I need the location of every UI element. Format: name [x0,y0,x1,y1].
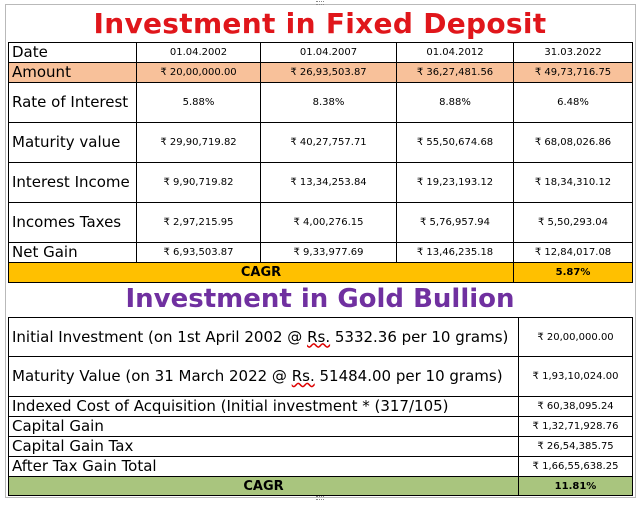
label-text: Rs. [307,327,331,346]
table-cell: ₹ 1,93,10,024.00 [519,357,633,397]
table-cell: ₹ 6,93,503.87 [137,243,261,263]
table-cell: ₹ 40,27,757.71 [261,123,397,163]
label-text: 51484.00 per 10 grams) [314,367,503,385]
resize-handle-bottom[interactable] [316,496,324,500]
table-cell: ₹ 55,50,674.68 [397,123,514,163]
table-row [9,123,633,163]
label-text: 5332.36 per 10 grams) [330,327,509,346]
resize-handle-top[interactable] [316,1,324,5]
table-cell: 8.38% [261,83,397,123]
row-label-indexed-cost: Indexed Cost of Acquisition (Initial investment * (317/105) [9,397,519,417]
gold-bullion-title: Investment in Gold Bullion [125,284,515,314]
table-row [9,203,633,243]
table-cell: ₹ 9,33,977.69 [261,243,397,263]
cagr-label: CAGR [9,477,519,496]
row-label-initial-investment [9,318,519,357]
row-label-date: Date [9,43,137,63]
table-row [9,417,633,437]
table-cell: 6.48% [514,83,633,123]
label-text: Maturity Value (on 31 March 2022 @ [12,367,292,385]
table-cell: ₹ 5,76,957.94 [397,203,514,243]
table-cell: 5.88% [137,83,261,123]
table-cell: ₹ 19,23,193.12 [397,163,514,203]
table-cell: ₹ 18,34,310.12 [514,163,633,203]
table-cell: 01.04.2002 [137,43,261,63]
table-row [9,457,633,477]
row-label-amount: Amount [9,63,137,83]
table-cell: 01.04.2007 [261,43,397,63]
table-cell: ₹ 26,93,503.87 [261,63,397,83]
table-cell: ₹ 1,66,55,638.25 [519,457,633,477]
row-label-taxes: Incomes Taxes [9,203,137,243]
row-label-net-gain: Net Gain [9,243,137,263]
table-cell: ₹ 20,00,000.00 [519,318,633,357]
row-label-capital-gain: Capital Gain [9,417,519,437]
table-cell: ₹ 60,38,095.24 [519,397,633,417]
table-cell: ₹ 13,34,253.84 [261,163,397,203]
table-cell: 01.04.2012 [397,43,514,63]
table-row [9,43,633,63]
row-label-rate: Rate of Interest [9,83,137,123]
fixed-deposit-table [8,42,633,283]
cagr-label: CAGR [9,263,514,283]
gold-bullion-table [8,317,633,496]
table-cell: 8.88% [397,83,514,123]
table-row [9,83,633,123]
table-cell: ₹ 2,97,215.95 [137,203,261,243]
fixed-deposit-title: Investment in Fixed Deposit [93,7,547,40]
cagr-value: 5.87% [514,263,633,283]
table-row [9,318,633,357]
table-cell: ₹ 20,00,000.00 [137,63,261,83]
cagr-value: 11.81% [519,477,633,496]
row-label-interest-income: Interest Income [9,163,137,203]
table-row [9,163,633,203]
row-label-maturity: Maturity value [9,123,137,163]
table-cell: ₹ 5,50,293.04 [514,203,633,243]
table-cell: ₹ 13,46,235.18 [397,243,514,263]
label-text: Rs. [291,367,315,385]
table-cell: ₹ 36,27,481.56 [397,63,514,83]
table-row [9,357,633,397]
row-label-capital-gain-tax: Capital Gain Tax [9,437,519,457]
label-text: Initial Investment (on 1st April 2002 @ [12,327,308,346]
table-cell: 31.03.2022 [514,43,633,63]
table-row [9,63,633,83]
table-cell: ₹ 1,32,71,928.76 [519,417,633,437]
table-cell: ₹ 29,90,719.82 [137,123,261,163]
table-row [9,437,633,457]
cagr-row [9,263,633,283]
table-row [9,397,633,417]
table-cell: ₹ 9,90,719.82 [137,163,261,203]
table-cell: ₹ 49,73,716.75 [514,63,633,83]
row-label-after-tax-gain: After Tax Gain Total [9,457,519,477]
table-cell: ₹ 26,54,385.75 [519,437,633,457]
row-label-maturity-value [9,357,519,397]
cagr-row [9,477,633,496]
table-cell: ₹ 4,00,276.15 [261,203,397,243]
table-cell: ₹ 12,84,017.08 [514,243,633,263]
table-cell: ₹ 68,08,026.86 [514,123,633,163]
table-row [9,243,633,263]
